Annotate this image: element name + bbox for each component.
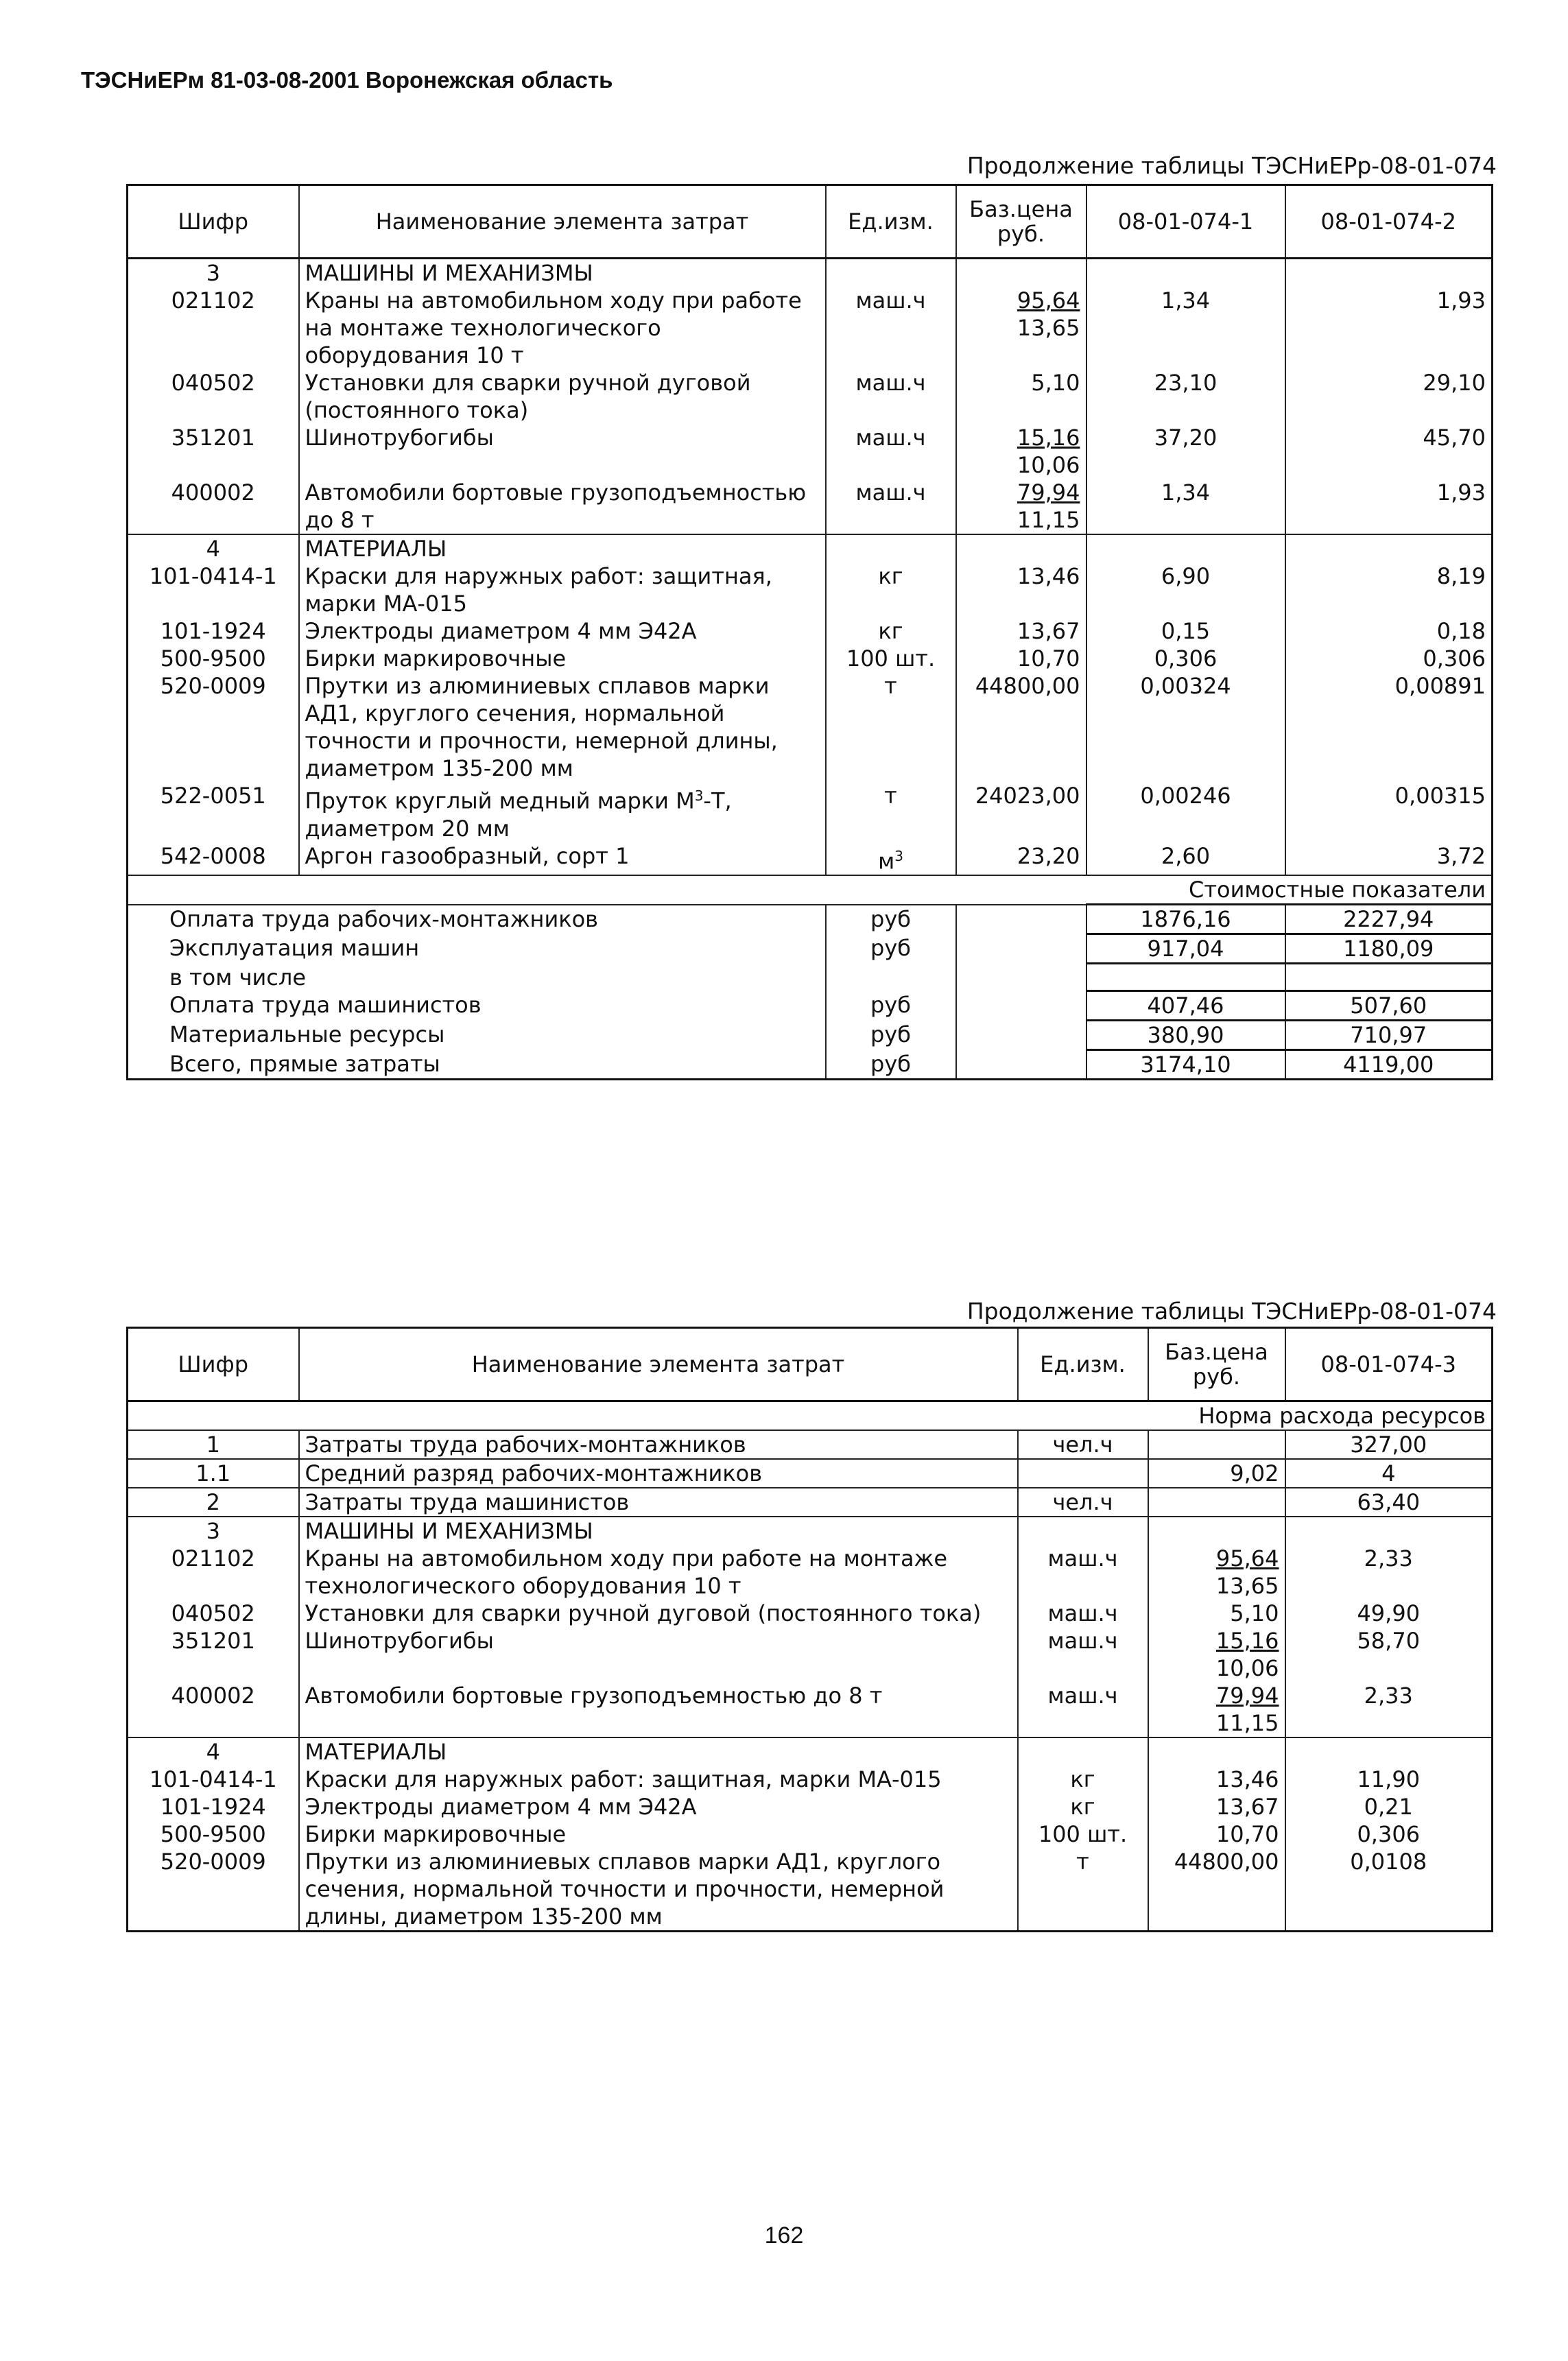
resource-code: 500-9500 <box>160 645 266 672</box>
resource-unit: кг <box>826 562 956 617</box>
resource-code: 101-0414-1 <box>149 563 277 589</box>
summary-unit: руб <box>826 1050 956 1080</box>
value-074-1: 0,00324 <box>1086 672 1285 782</box>
resource-name: Краски для наружных работ: защитная, марки МА-015 <box>299 1766 1018 1793</box>
resource-unit <box>1018 1459 1148 1488</box>
labor-row <box>128 1430 1493 1459</box>
resource-unit: 100 шт. <box>1018 1820 1148 1848</box>
table-row <box>128 1627 1493 1682</box>
table-row <box>128 1793 1493 1820</box>
header-price: Баз.цена руб. <box>956 185 1086 259</box>
base-price-cell <box>1148 1627 1285 1682</box>
summary-label: Всего, прямые затраты <box>169 1050 440 1077</box>
empty-cell <box>956 1021 1086 1050</box>
header-col1: 08-01-074-3 <box>1285 1328 1493 1401</box>
section-title: МАШИНЫ И МЕХАНИЗМЫ <box>299 1517 1018 1545</box>
base-price-labor: 13,65 <box>1215 1573 1279 1599</box>
table-row <box>128 1600 1493 1627</box>
resource-name: Прутки из алюминиевых сплавов марки АД1, круглого сечения, нормальной точности и прочности, немерной длины, диаметром 135-200 мм <box>299 1848 1018 1932</box>
base-price <box>1148 1430 1285 1459</box>
summary-value-074-1: 3174,10 <box>1086 1050 1285 1080</box>
header-col1: 08-01-074-1 <box>1086 185 1285 259</box>
section-title: МАТЕРИАЛЫ <box>299 534 826 562</box>
value-074-1: 0,15 <box>1086 617 1285 645</box>
section-number: 3 <box>128 1517 299 1545</box>
resource-code: 101-0414-1 <box>149 1766 277 1792</box>
resource-unit: маш.ч <box>1018 1545 1148 1600</box>
header-code: Шифр <box>128 185 299 259</box>
value-074-2: 0,306 <box>1285 645 1493 672</box>
value-074-1: 0,00246 <box>1086 782 1285 842</box>
base-price: 13,46 <box>1148 1766 1285 1793</box>
summary-value-074-2: 2227,94 <box>1285 905 1493 934</box>
summary-row <box>128 905 1493 934</box>
resource-name: Затраты труда рабочих-монтажников <box>299 1430 1018 1459</box>
section-row-materials <box>128 1737 1493 1766</box>
norm-title: Норма расхода ресурсов <box>1198 1403 1486 1429</box>
empty-cell <box>1285 1737 1493 1766</box>
header-name: Наименование элемента затрат <box>299 185 826 259</box>
base-price: 44800,00 <box>956 672 1086 782</box>
table-row <box>128 782 1493 842</box>
resource-name: Прутки из алюминиевых сплавов марки АД1, круглого сечения, нормальной точности и прочности, немерной длины, диаметром 135-200 мм <box>299 672 826 782</box>
resource-name: Аргон газообразный, сорт 1 <box>299 842 826 876</box>
summary-row <box>128 991 1493 1021</box>
base-price: 79,94 <box>1017 479 1080 506</box>
table-row <box>128 424 1493 479</box>
base-price: 95,64 <box>1017 287 1080 313</box>
summary-value-074-2: 507,60 <box>1285 991 1493 1021</box>
summary-value-074-1 <box>1086 964 1285 991</box>
base-price <box>1148 1488 1285 1517</box>
value-074-1: 1,34 <box>1086 479 1285 534</box>
base-price: 5,10 <box>1230 1600 1279 1626</box>
table-row <box>128 1545 1493 1600</box>
summary-value-074-1: 1876,16 <box>1086 905 1285 934</box>
value-074-3: 63,40 <box>1285 1488 1493 1517</box>
norm-title-row <box>128 1401 1493 1431</box>
summary-label: Оплата труда машинистов <box>169 991 482 1018</box>
table-row <box>128 617 1493 645</box>
resource-unit: маш.ч <box>826 287 956 369</box>
summary-value-074-1: 917,04 <box>1086 934 1285 964</box>
summary-row <box>128 964 1493 991</box>
table-row <box>128 645 1493 672</box>
table-row <box>128 842 1493 876</box>
resource-unit: чел.ч <box>1018 1430 1148 1459</box>
resource-code: 1 <box>128 1430 299 1459</box>
table2-header-row <box>128 1328 1493 1401</box>
summary-unit: руб <box>826 991 956 1021</box>
resource-name: Пруток круглый медный марки $М^3-Т$, диаметром 20 мм <box>299 782 826 842</box>
resource-code: 351201 <box>171 1628 255 1654</box>
resource-unit: маш.ч <box>826 369 956 424</box>
resource-code: 542-0008 <box>160 842 266 869</box>
base-price-cell <box>1148 1545 1285 1600</box>
value-074-2: 0,18 <box>1285 617 1493 645</box>
resource-code: 522-0051 <box>160 783 266 809</box>
value-074-2: 29,10 <box>1285 369 1493 424</box>
value-074-1: 37,20 <box>1086 424 1285 479</box>
resource-name: Шинотрубогибы <box>299 1627 1018 1682</box>
summary-value-074-2: 710,97 <box>1285 1021 1493 1050</box>
resource-unit: кг <box>1018 1793 1148 1820</box>
table-row <box>128 1766 1493 1793</box>
resource-code: 520-0009 <box>160 673 266 699</box>
resource-name: Краны на автомобильном ходу при работе на монтаже технологического оборудования 10 т <box>299 287 826 369</box>
table-row <box>128 479 1493 534</box>
summary-row <box>128 934 1493 964</box>
summary-unit: руб <box>826 1021 956 1050</box>
base-price: 5,10 <box>1031 370 1080 396</box>
value-074-2: 1,93 <box>1285 479 1493 534</box>
table1-header-row <box>128 185 1493 259</box>
empty-cell <box>1018 1737 1148 1766</box>
table-row <box>128 287 1493 369</box>
empty-cell <box>1148 1517 1285 1545</box>
table-row <box>128 672 1493 782</box>
value-074-2: 8,19 <box>1285 562 1493 617</box>
empty-cell <box>1285 259 1493 287</box>
value-074-3: 2,33 <box>1285 1545 1493 1600</box>
table2-continuation-label: Продолжение таблицы ТЭСНиЕРр-08-01-074 <box>966 1298 1497 1325</box>
base-price-labor: 13,65 <box>1017 315 1080 341</box>
resource-code: 040502 <box>171 370 255 396</box>
resource-unit: $м^3$ <box>826 842 956 876</box>
base-price-cell <box>956 424 1086 479</box>
resource-code: 101-1924 <box>160 618 266 644</box>
resource-unit: 100 шт. <box>826 645 956 672</box>
empty-cell <box>956 259 1086 287</box>
empty-cell <box>956 991 1086 1021</box>
value-074-1: 2,60 <box>1086 842 1285 876</box>
summary-unit: руб <box>826 905 956 934</box>
base-price-labor: 11,15 <box>1215 1710 1279 1736</box>
resource-name: Краны на автомобильном ходу при работе на монтаже технологического оборудования 10 т <box>299 1545 1018 1600</box>
resource-table-2 <box>126 1327 1493 1932</box>
resource-code: 1.1 <box>128 1459 299 1488</box>
value-074-1: 23,10 <box>1086 369 1285 424</box>
summary-row <box>128 1050 1493 1080</box>
base-price-cell <box>956 369 1086 424</box>
table-row <box>128 369 1493 424</box>
resource-code: 2 <box>128 1488 299 1517</box>
value-074-1: 1,34 <box>1086 287 1285 369</box>
empty-cell <box>1018 1517 1148 1545</box>
empty-cell <box>956 905 1086 934</box>
empty-cell <box>826 534 956 562</box>
base-price-cell <box>956 287 1086 369</box>
value-074-2: 0,00315 <box>1285 782 1493 842</box>
empty-cell <box>1086 534 1285 562</box>
resource-unit: т <box>826 782 956 842</box>
resource-name: Автомобили бортовые грузоподъемностью до 8 т <box>299 1682 1018 1737</box>
resource-code: 400002 <box>171 1683 255 1709</box>
summary-label: Оплата труда рабочих-монтажников <box>128 905 826 934</box>
resource-unit: кг <box>1018 1766 1148 1793</box>
resource-code: 040502 <box>171 1600 255 1626</box>
header-code: Шифр <box>128 1328 299 1401</box>
summary-label: Эксплуатация машин <box>169 934 420 961</box>
table-row <box>128 1682 1493 1737</box>
resource-unit: маш.ч <box>826 424 956 479</box>
empty-cell <box>956 964 1086 991</box>
summary-label: в том числе <box>169 964 306 990</box>
base-price: 44800,00 <box>1148 1848 1285 1932</box>
header-unit: Ед.изм. <box>826 185 956 259</box>
page-header-title: ТЭСНиЕРм 81-03-08-2001 Воронежская область <box>81 67 613 93</box>
section-row-materials <box>128 534 1493 562</box>
base-price: 95,64 <box>1215 1545 1279 1571</box>
resource-name: Средний разряд рабочих-монтажников <box>299 1459 1018 1488</box>
base-price: 15,16 <box>1017 425 1080 451</box>
header-price: Баз.цена руб. <box>1148 1328 1285 1401</box>
header-name: Наименование элемента затрат <box>299 1328 1018 1401</box>
resource-table-1 <box>126 184 1493 1080</box>
summary-value-074-2 <box>1285 964 1493 991</box>
value-074-2: 1,93 <box>1285 287 1493 369</box>
base-price: 79,94 <box>1215 1683 1279 1709</box>
resource-code: 520-0009 <box>160 1849 266 1875</box>
section-title: МАШИНЫ И МЕХАНИЗМЫ <box>299 259 826 287</box>
value-074-3: 2,33 <box>1285 1682 1493 1737</box>
summary-unit <box>826 964 956 991</box>
header-unit: Ед.изм. <box>1018 1328 1148 1401</box>
base-price-labor: 10,06 <box>1215 1655 1279 1681</box>
resource-unit: маш.ч <box>1018 1627 1148 1682</box>
resource-unit: маш.ч <box>826 479 956 534</box>
section-number: 4 <box>128 534 299 562</box>
value-074-3: 4 <box>1285 1459 1493 1488</box>
summary-value-074-1: 407,46 <box>1086 991 1285 1021</box>
value-074-3: 0,21 <box>1285 1793 1493 1820</box>
resource-code: 021102 <box>171 1545 255 1571</box>
resource-unit: т <box>1018 1848 1148 1932</box>
table-row <box>128 562 1493 617</box>
value-074-3: 0,0108 <box>1285 1848 1493 1932</box>
summary-label: Материальные ресурсы <box>169 1021 445 1047</box>
resource-name: Электроды диаметром 4 мм Э42А <box>299 617 826 645</box>
base-price: 24023,00 <box>956 782 1086 842</box>
table1-continuation-label: Продолжение таблицы ТЭСНиЕРр-08-01-074 <box>966 152 1497 179</box>
value-074-2: 0,00891 <box>1285 672 1493 782</box>
resource-code: 351201 <box>171 425 255 451</box>
resource-name: Краски для наружных работ: защитная, марки МА-015 <box>299 562 826 617</box>
cost-indicators-title: Стоимостные показатели <box>128 875 1493 905</box>
value-074-3: 11,90 <box>1285 1766 1493 1793</box>
resource-name: Шинотрубогибы <box>299 424 826 479</box>
section-number: 4 <box>128 1737 299 1766</box>
base-price-cell <box>1148 1682 1285 1737</box>
base-price: 13,67 <box>1148 1793 1285 1820</box>
summary-unit: руб <box>826 934 956 964</box>
base-price: 13,46 <box>956 562 1086 617</box>
resource-name: Установки для сварки ручной дуговой (постоянного тока) <box>299 1600 1018 1627</box>
value-074-1: 6,90 <box>1086 562 1285 617</box>
resource-unit: чел.ч <box>1018 1488 1148 1517</box>
resource-name: Бирки маркировочные <box>299 1820 1018 1848</box>
resource-unit: т <box>826 672 956 782</box>
resource-code: 101-1924 <box>160 1794 266 1820</box>
value-074-3: 49,90 <box>1285 1600 1493 1627</box>
base-price: 10,70 <box>956 645 1086 672</box>
base-price-labor: 10,06 <box>1017 452 1080 478</box>
empty-cell <box>1148 1737 1285 1766</box>
base-price: 23,20 <box>956 842 1086 876</box>
resource-name: Бирки маркировочные <box>299 645 826 672</box>
summary-value-074-2: 1180,09 <box>1285 934 1493 964</box>
base-price: 15,16 <box>1215 1628 1279 1654</box>
resource-code: 021102 <box>171 287 255 313</box>
value-074-2: 45,70 <box>1285 424 1493 479</box>
section-number: 3 <box>206 260 220 286</box>
page-number: 162 <box>764 2222 804 2249</box>
empty-cell <box>956 534 1086 562</box>
resource-unit: кг <box>826 617 956 645</box>
value-074-2: 3,72 <box>1285 842 1493 876</box>
empty-cell <box>1086 259 1285 287</box>
labor-row <box>128 1488 1493 1517</box>
labor-row <box>128 1459 1493 1488</box>
empty-cell <box>1285 1517 1493 1545</box>
table-row <box>128 1848 1493 1932</box>
base-price: 13,67 <box>956 617 1086 645</box>
base-price-cell <box>956 479 1086 534</box>
section-title: МАТЕРИАЛЫ <box>299 1737 1018 1766</box>
base-price: 9,02 <box>1148 1459 1285 1488</box>
resource-code: 400002 <box>171 479 255 506</box>
resource-name: Автомобили бортовые грузоподъемностью до 8 т <box>299 479 826 534</box>
table-row <box>128 1820 1493 1848</box>
resource-name: Установки для сварки ручной дуговой (постоянного тока) <box>299 369 826 424</box>
empty-cell <box>956 934 1086 964</box>
resource-name: Затраты труда машинистов <box>299 1488 1018 1517</box>
header-col2: 08-01-074-2 <box>1285 185 1493 259</box>
cost-indicators-row <box>128 875 1493 905</box>
value-074-3: 327,00 <box>1285 1430 1493 1459</box>
summary-value-074-1: 380,90 <box>1086 1021 1285 1050</box>
base-price-cell <box>1148 1600 1285 1627</box>
value-074-3: 58,70 <box>1285 1627 1493 1682</box>
base-price-labor: 11,15 <box>1017 507 1080 533</box>
resource-unit: маш.ч <box>1018 1600 1148 1627</box>
value-074-3: 0,306 <box>1285 1820 1493 1848</box>
section-row-machines <box>128 259 1493 287</box>
empty-cell <box>1285 534 1493 562</box>
summary-row <box>128 1021 1493 1050</box>
resource-code: 500-9500 <box>160 1821 266 1847</box>
resource-unit: маш.ч <box>1018 1682 1148 1737</box>
section-row-machines <box>128 1517 1493 1545</box>
empty-cell <box>826 259 956 287</box>
empty-cell <box>956 1050 1086 1080</box>
value-074-1: 0,306 <box>1086 645 1285 672</box>
summary-value-074-2: 4119,00 <box>1285 1050 1493 1080</box>
resource-name: Электроды диаметром 4 мм Э42А <box>299 1793 1018 1820</box>
base-price: 10,70 <box>1148 1820 1285 1848</box>
